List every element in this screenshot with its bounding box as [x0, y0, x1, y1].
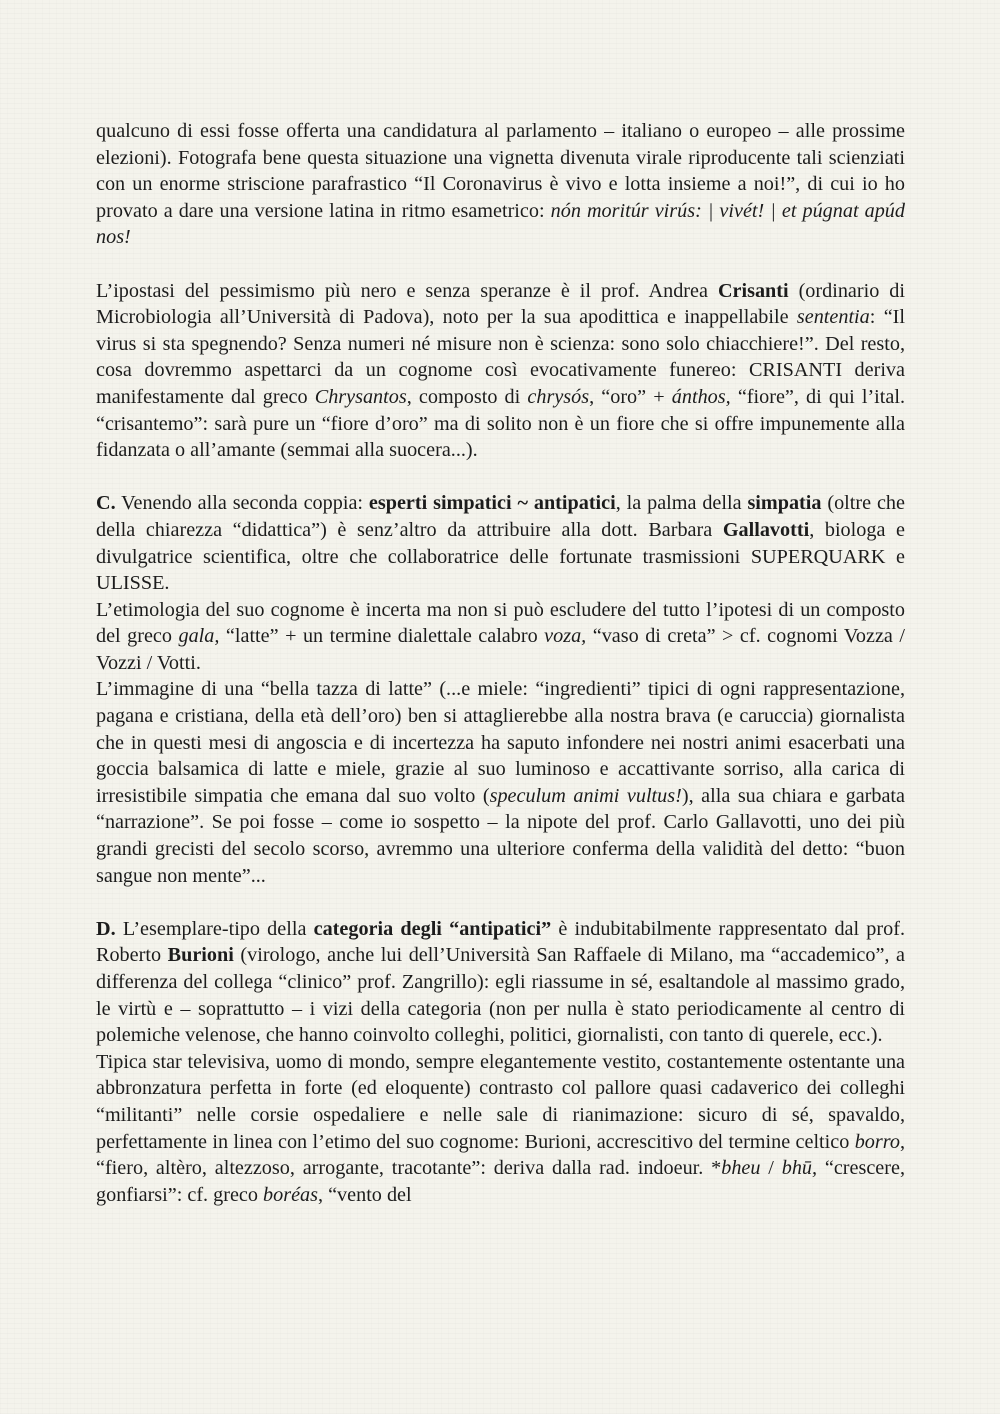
- italic-term: gala,: [178, 625, 220, 648]
- text-span: : “Il virus si sta spegnendo? Senza numeri né misure non è scienza: sono solo chiacchiere!”. Del resto, cosa dovremmo aspettarci da un cognome così evocativamente funereo: CRISANTI deriva manifestamente dal greco: [96, 306, 905, 408]
- text-span: , la palma della: [615, 492, 748, 515]
- paragraph-gap: [96, 464, 905, 491]
- paragraph-star-televisiva: [96, 1049, 905, 1209]
- text-span: “vaso di creta” > cf. cognomi Vozza / Vozzi / Votti.: [96, 625, 905, 674]
- italic-term: chrysós: [527, 385, 590, 408]
- section-letter-c: C.: [96, 492, 116, 515]
- text-span: “crescere, gonfiarsi”: cf. greco: [96, 1157, 905, 1206]
- paragraph-gap: [96, 251, 905, 278]
- text-span: L’ipostasi del pessimismo più nero e senza speranze è il prof. Andrea: [96, 279, 718, 302]
- italic-term: voza,: [544, 625, 587, 648]
- text-span: L’esemplare-tipo della: [115, 917, 314, 940]
- paragraph-gap: [96, 889, 905, 916]
- italic-term: speculum animi vultus!: [489, 784, 682, 807]
- italic-term: bhū,: [781, 1157, 818, 1180]
- paragraph-crisanti: [96, 278, 905, 464]
- paragraph-tazza-di-latte: [96, 676, 905, 889]
- text-span: Tipica star televisiva, uomo di mondo, sempre elegantemente vestito, costantemente ostentante una abbronzatura perfetta in forte (ed eloquente) contrasto col pallore quasi cadaverico dei colleghi “militanti” nelle corsie ospedaliere e nelle sale di rianimazione: sicuro di sé, spavaldo, perfettamente in linea con l’etimo del suo cognome: Burioni, accrescitivo del termine celtico: [96, 1050, 905, 1153]
- italic-term: sententia: [796, 306, 870, 329]
- text-span: /: [760, 1157, 782, 1180]
- text-span: “latte” + un termine dialettale calabro: [219, 625, 545, 648]
- text-span: , biologa e divulgatrice scientifica, oltre che collaboratrice delle fortunate trasmissioni SUPERQUARK e ULISSE.: [96, 518, 905, 595]
- paragraph-etimologia-gallavotti: [96, 597, 905, 677]
- italic-term: borro: [854, 1130, 900, 1153]
- text-span: (ordinario di Microbiologia all’Università di Padova), noto per la sua apodittica e inappellabile: [96, 279, 905, 329]
- latin-verse: nón moritúr virús: | vivét! | et púgnat apúd nos!: [96, 199, 905, 249]
- bold-phrase: categoria degli “antipatici”: [313, 917, 552, 940]
- text-span: , “fiero, altèro, altezzoso, arrogante, tracotante”: deriva dalla rad. indoeur. *: [96, 1130, 905, 1180]
- italic-term: ánthos,: [671, 385, 731, 408]
- text-span: , “oro” +: [589, 385, 672, 408]
- bold-name-crisanti: Crisanti: [717, 279, 789, 302]
- text-span: (virologo, anche lui dell’Università San Raffaele di Milano, ma “accademico”, a differenza del collega “clinico” prof. Zangrillo): egli riassume in sé, esaltandole al massimo grado, le virtù e – soprattutto – i vizi della categoria (non per nulla è stato periodicamente al centro di polemiche velenose, che hanno coinvolto colleghi, politici, giornalisti, con tanto di querele, ecc.).: [96, 944, 905, 1047]
- text-span: , composto di: [406, 385, 528, 408]
- italic-term: boréas: [263, 1183, 318, 1206]
- bold-word-simpatia: simpatia: [747, 492, 822, 515]
- section-letter-d: D.: [96, 917, 116, 940]
- italic-term: Chrysantos: [314, 385, 407, 408]
- paragraph-candidatura: [96, 118, 905, 251]
- text-span: , “vento del: [318, 1183, 412, 1206]
- italic-term: bheu: [721, 1157, 761, 1180]
- paragraph-section-d: [96, 916, 905, 1049]
- text-span: ), alla sua chiara e garbata “narrazione”. Se poi fosse – come io sospetto – la nipote del prof. Carlo Gallavotti, uno dei più grandi grecisti del secolo scorso, avremmo una ulteriore conferma della validità del detto: “buon sangue non mente”...: [96, 784, 905, 887]
- bold-name-gallavotti: Gallavotti: [722, 518, 810, 541]
- text-span: “fiore”, di qui l’ital. “crisantemo”: sarà pure un “fiore d’oro” ma di solito non è un fiore che si offre impunemente alla fidanzata o all’amante (semmai alla suocera...).: [96, 385, 905, 462]
- text-span: Venendo alla seconda coppia:: [115, 492, 369, 515]
- paragraph-section-c: [96, 490, 905, 596]
- bold-name-burioni: Burioni: [167, 944, 234, 967]
- text-span: L’etimologia del suo cognome è incerta ma non si può escludere del tutto l’ipotesi di un composto del greco: [96, 598, 905, 648]
- text-span: qualcuno di essi fosse offerta una candidatura al parlamento – italiano o europeo – alle prossime elezioni). Fotografa bene questa situazione una vignetta divenuta virale riproducente tali scienziati con un enorme striscione parafrastico “Il Coronavirus è vivo e lotta insieme a noi!”, di cui io ho provato a dare una versione latina in ritmo esametrico:: [96, 120, 905, 222]
- text-span: L’immagine di una “bella tazza di latte” (...e miele: “ingredienti” tipici di ogni rappresentazione, pagana e cristiana, della età dell’oro) ben si attaglierebbe alla nostra brava (e caruccia) giornalista che in questi mesi di angoscia e di incertezza ha saputo infondere nei nostri animi esacerbati una goccia balsamica di latte e miele, grazie al suo luminoso e accattivante sorriso, alla carica di irresistibile simpatia che emana dal suo volto (: [96, 678, 905, 807]
- text-span: (oltre che della chiarezza “didattica”) è senz’altro da attribuire alla dott. Barbara: [96, 492, 905, 541]
- bold-phrase: esperti simpatici ~ antipatici: [368, 492, 616, 515]
- text-span: è indubitabilmente rappresentato dal prof. Roberto: [96, 917, 905, 967]
